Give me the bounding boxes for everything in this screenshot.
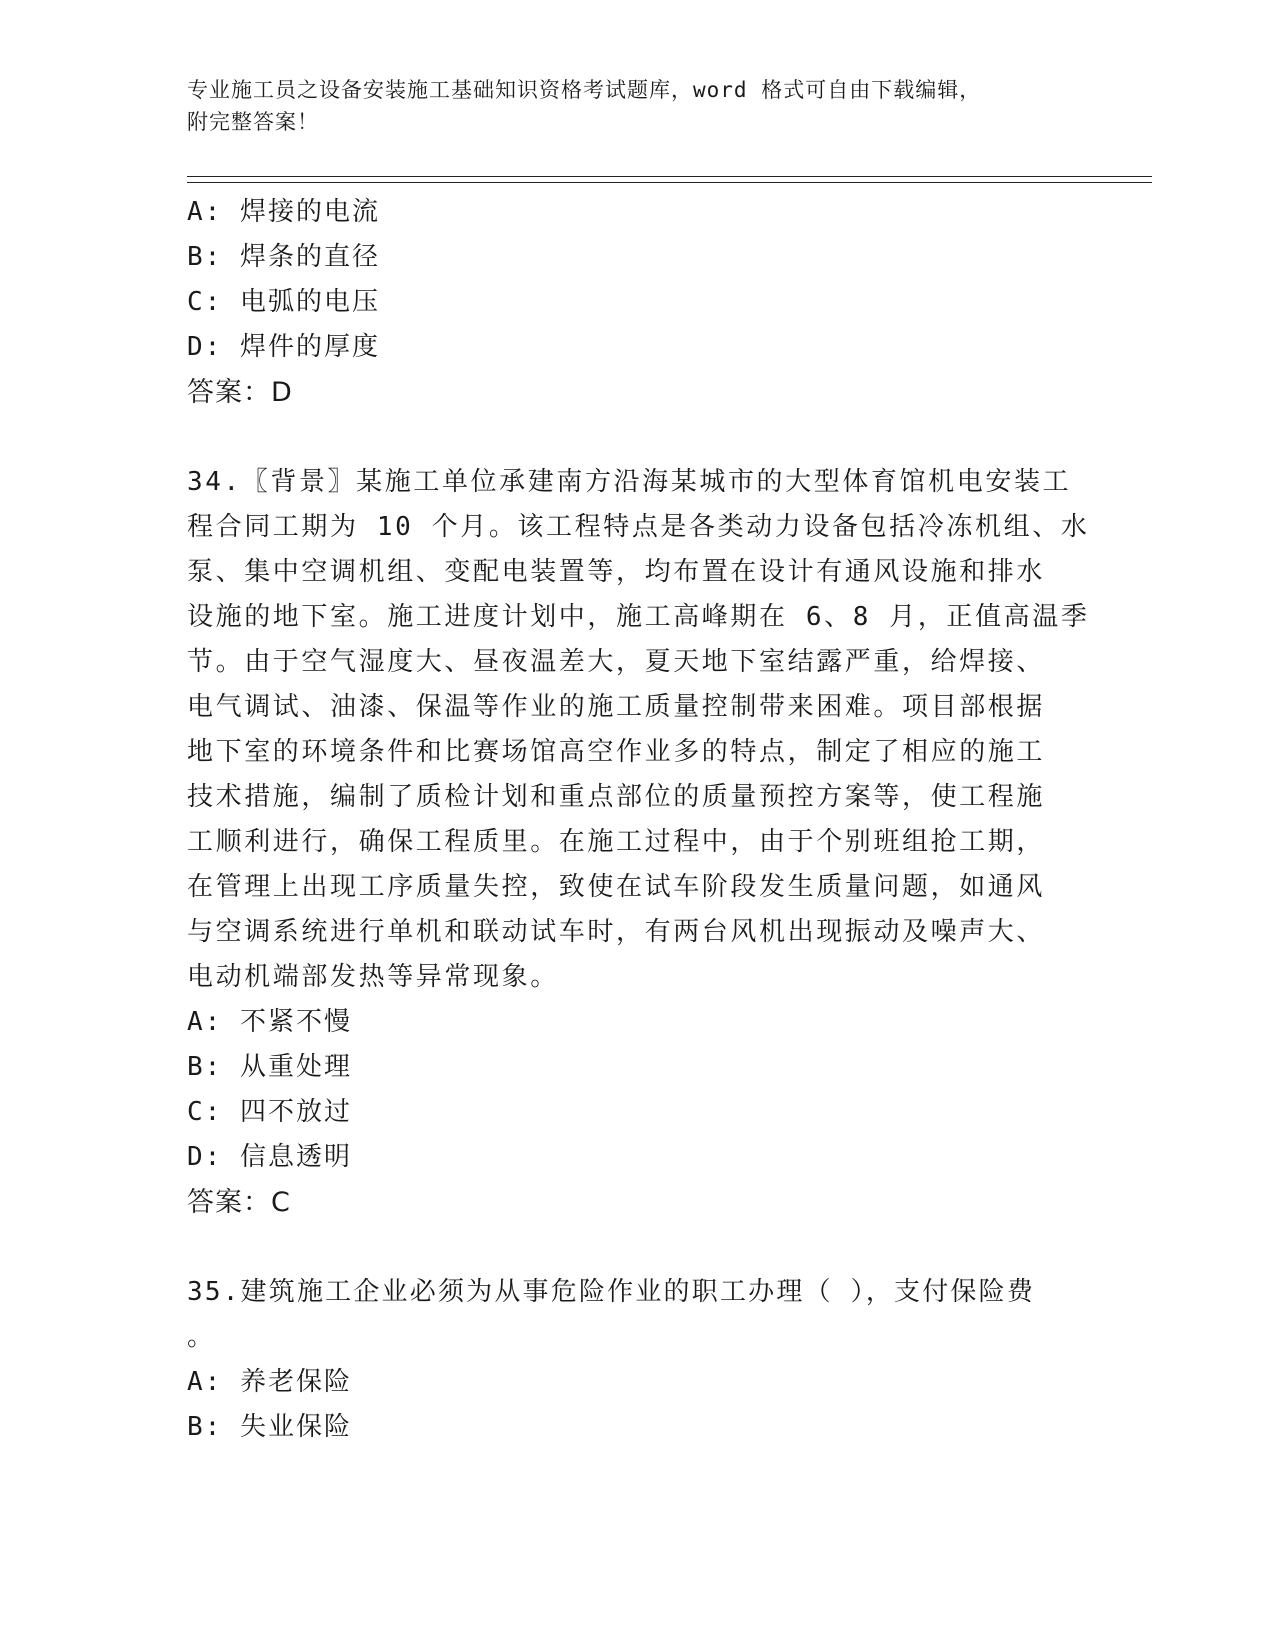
q34-option-a: A: 不紧不慢	[187, 1007, 352, 1037]
q33-option-b: B: 焊条的直径	[187, 242, 380, 272]
header-line-2: 附完整答案！	[187, 110, 319, 134]
question-33-block	[187, 190, 1087, 415]
header-line-1: 专业施工员之设备安装施工基础知识资格考试题库，word 格式可自由下载编辑，	[187, 78, 982, 102]
q34-stem-line: 电气调试、油漆、保温等作业的施工质量控制带来困难。项目部根据	[187, 692, 1046, 722]
q35-stem-line-2: 。	[187, 1322, 216, 1352]
q34-stem-line: 工顺利进行，确保工程质里。在施工过程中，由于个别班组抢工期，	[187, 827, 1046, 857]
q33-option-d: D: 焊件的厚度	[187, 332, 380, 362]
q34-stem-line: 34.〖背景〗某施工单位承建南方沿海某城市的大型体育馆机电安装工	[187, 467, 1072, 497]
q33-answer: 答案：D	[187, 377, 293, 408]
header-divider-top	[187, 176, 1152, 177]
q34-stem	[187, 460, 1090, 1000]
q34-stem-line: 与空调系统进行单机和联动试车时，有两台风机出现振动及噪声大、	[187, 917, 1046, 947]
q33-option-c: C: 电弧的电压	[187, 287, 380, 317]
q34-stem-line: 技术措施，编制了质检计划和重点部位的质量预控方案等，使工程施	[187, 782, 1046, 812]
q34-stem-line: 地下室的环境条件和比赛场馆高空作业多的特点，制定了相应的施工	[187, 737, 1046, 767]
spacer	[187, 415, 1087, 460]
question-34-block	[187, 460, 1090, 1225]
q34-stem-line: 泵、集中空调机组、变配电装置等，均布置在设计有通风设施和排水	[187, 557, 1046, 587]
q34-stem-line: 在管理上出现工序质量失控，致使在试车阶段发生质量问题，如通风	[187, 872, 1046, 902]
q35-option-b: B: 失业保险	[187, 1412, 352, 1442]
q35-option-a: A: 养老保险	[187, 1367, 352, 1397]
q34-option-c: C: 四不放过	[187, 1097, 352, 1127]
q34-stem-line: 电动机端部发热等异常现象。	[187, 962, 559, 992]
spacer	[187, 1225, 1087, 1270]
q35-stem-line-1: 35.建筑施工企业必须为从事危险作业的职工办理（ ），支付保险费	[187, 1277, 1036, 1307]
question-35-block	[187, 1270, 1087, 1450]
q34-stem-line: 程合同工期为 10 个月。该工程特点是各类动力设备包括冷冻机组、水	[187, 512, 1090, 542]
q34-option-b: B: 从重处理	[187, 1052, 352, 1082]
header-divider-bottom	[187, 182, 1152, 183]
q34-stem-line: 设施的地下室。施工进度计划中，施工高峰期在 6、8 月，正值高温季	[187, 602, 1090, 632]
q34-option-d: D: 信息透明	[187, 1142, 352, 1172]
q33-option-a: A: 焊接的电流	[187, 197, 380, 227]
document-header	[187, 74, 1087, 138]
q34-stem-line: 节。由于空气湿度大、昼夜温差大，夏天地下室结露严重，给焊接、	[187, 647, 1046, 677]
q34-answer: 答案：C	[187, 1187, 291, 1218]
document-body	[187, 190, 1090, 1450]
